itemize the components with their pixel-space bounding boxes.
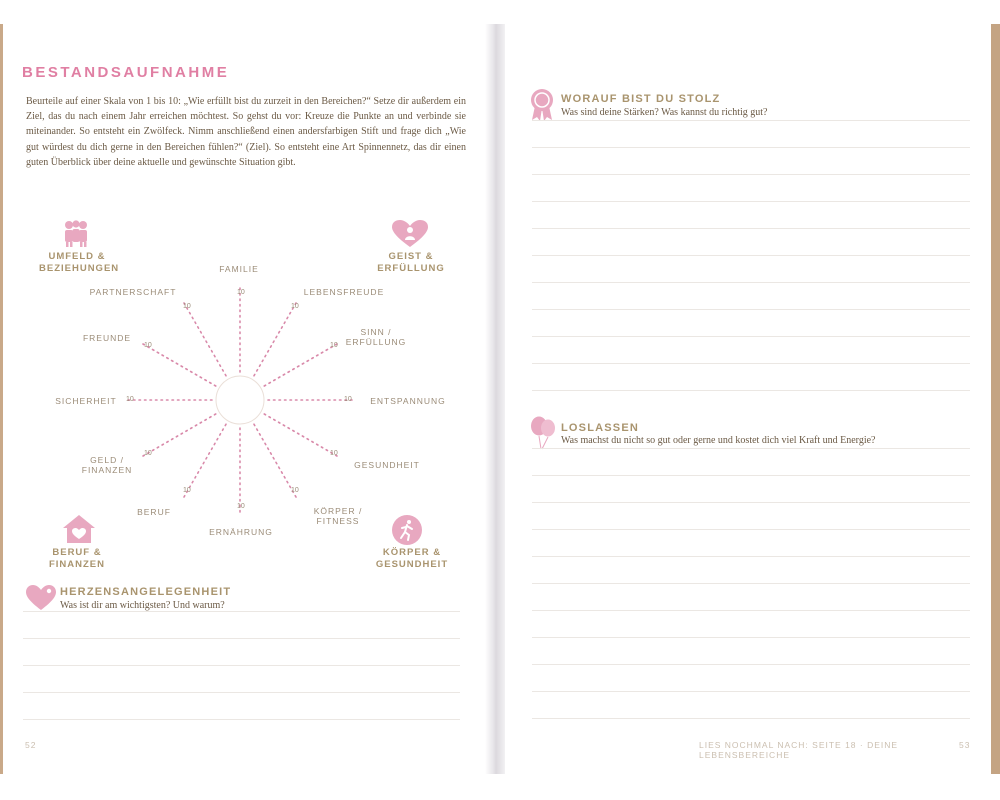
writing-line: [532, 336, 970, 337]
wheel-spoke: [143, 414, 216, 456]
stolz-heading: WORAUF BIST DU STOLZ: [561, 93, 721, 105]
writing-line: [532, 583, 970, 584]
writing-line: [23, 692, 460, 693]
scale-max-label: 10: [291, 487, 299, 494]
scale-max-label: 10: [126, 396, 134, 403]
scale-max-label: 10: [330, 450, 338, 457]
scale-max-label: 10: [183, 303, 191, 310]
writing-line: [532, 201, 970, 202]
scale-max-label: 10: [237, 503, 245, 510]
loslassen-heading: LOSLASSEN: [561, 422, 640, 434]
scale-max-label: 10: [344, 396, 352, 403]
runner-icon: [391, 514, 423, 546]
writing-line: [532, 282, 970, 283]
category-umfeld: UMFELD & BEZIEHUNGEN: [39, 251, 120, 274]
writing-line: [23, 638, 460, 639]
spoke-label-geld: GELD / FINANZEN: [81, 455, 133, 475]
spoke-label-beruf: BERUF: [137, 507, 171, 517]
heart-person-icon: [392, 220, 428, 248]
balloons-icon: [530, 416, 556, 450]
writing-line: [532, 637, 970, 638]
spoke-label-familie: FAMILIE: [219, 264, 259, 274]
writing-line: [532, 529, 970, 530]
spoke-label-ernaehrung: ERNÄHRUNG: [209, 527, 273, 537]
writing-line: [532, 147, 970, 148]
right-page-edge: [991, 24, 1000, 774]
page-title: BESTANDSAUFNAHME: [22, 64, 230, 81]
scale-max-label: 10: [330, 342, 338, 349]
writing-line: [532, 228, 970, 229]
loslassen-question: Was machst du nicht so gut oder gerne und kostet dich viel Kraft und Energie?: [561, 435, 876, 446]
spoke-label-koerper-fitness: KÖRPER / FITNESS: [313, 506, 363, 526]
writing-line: [532, 390, 970, 391]
writing-line: [532, 363, 970, 364]
spoke-label-gesundheit: GESUNDHEIT: [354, 460, 420, 470]
writing-line: [532, 691, 970, 692]
wheel-spoke: [143, 344, 216, 386]
award-rosette-icon: [529, 88, 555, 122]
spoke-label-sinn: SINN / ERFÜLLUNG: [345, 327, 407, 347]
wheel-spoke: [254, 424, 296, 497]
wheel-spoke: [264, 414, 337, 456]
scale-max-label: 10: [291, 303, 299, 310]
page-number-right: 53: [959, 740, 971, 750]
wheel-spoke: [264, 344, 337, 386]
stolz-question: Was sind deine Stärken? Was kannst du richtig gut?: [561, 107, 768, 118]
writing-line: [532, 556, 970, 557]
writing-line: [532, 448, 970, 449]
heart-icon: [26, 585, 56, 611]
scale-max-label: 10: [183, 487, 191, 494]
wheel-spoke: [184, 303, 226, 376]
herz-heading: HERZENSANGELEGENHEIT: [60, 586, 232, 598]
writing-line: [23, 665, 460, 666]
writing-line: [532, 502, 970, 503]
scale-max-label: 10: [144, 342, 152, 349]
writing-line: [532, 475, 970, 476]
spoke-label-lebensfreude: LEBENSFREUDE: [303, 287, 385, 297]
herz-question: Was ist dir am wichtigsten? Und warum?: [60, 600, 225, 611]
writing-line: [532, 309, 970, 310]
intro-text: Beurteile auf einer Skala von 1 bis 10: „Wie erfüllt bist du zurzeit in den Bereichen?“ Setze dir außerdem ein Ziel, das du nach einem Jahr erreichen möchtest. So gehst du vor: Kreuze die Punkte an und verbinde sie miteinander. So entsteht ein Zwölfeck. Nimm anschließend einen andersfarbigen Stift und frage dich „Wie gut würdest du dich gerne in den Bereichen fühlen?“ (Ziel). So entsteht eine Art Spinnennetz, das dir einen guten Überblick über deine aktuelle und gewünschte Situation gibt.: [26, 96, 466, 168]
spoke-label-partnerschaft: PARTNERSCHAFT: [89, 287, 177, 297]
category-koerper: KÖRPER & GESUNDHEIT: [375, 547, 449, 570]
people-group-icon: [61, 218, 91, 248]
house-heart-icon: [61, 514, 97, 544]
category-beruf: BERUF & FINANZEN: [48, 547, 106, 570]
page-footer-reference: LIES NOCHMAL NACH: SEITE 18 · DEINE LEBENSBEREICHE: [699, 740, 899, 760]
wheel-spoke: [254, 303, 296, 376]
page-number-left: 52: [25, 740, 37, 750]
scale-max-label: 10: [237, 289, 245, 296]
left-page: [3, 24, 485, 774]
spoke-label-sicherheit: SICHERHEIT: [55, 396, 117, 406]
spoke-label-freunde: FREUNDE: [82, 333, 132, 343]
writing-line: [23, 719, 460, 720]
writing-line: [532, 610, 970, 611]
writing-line: [532, 664, 970, 665]
right-page: [505, 24, 991, 774]
category-geist: GEIST & ERFÜLLUNG: [377, 251, 445, 274]
writing-line: [23, 611, 460, 612]
writing-line: [532, 718, 970, 719]
scale-max-label: 10: [144, 450, 152, 457]
writing-line: [532, 174, 970, 175]
writing-line: [532, 120, 970, 121]
book-gutter: [485, 24, 505, 774]
writing-line: [532, 255, 970, 256]
spoke-label-entspannung: ENTSPANNUNG: [370, 396, 446, 406]
